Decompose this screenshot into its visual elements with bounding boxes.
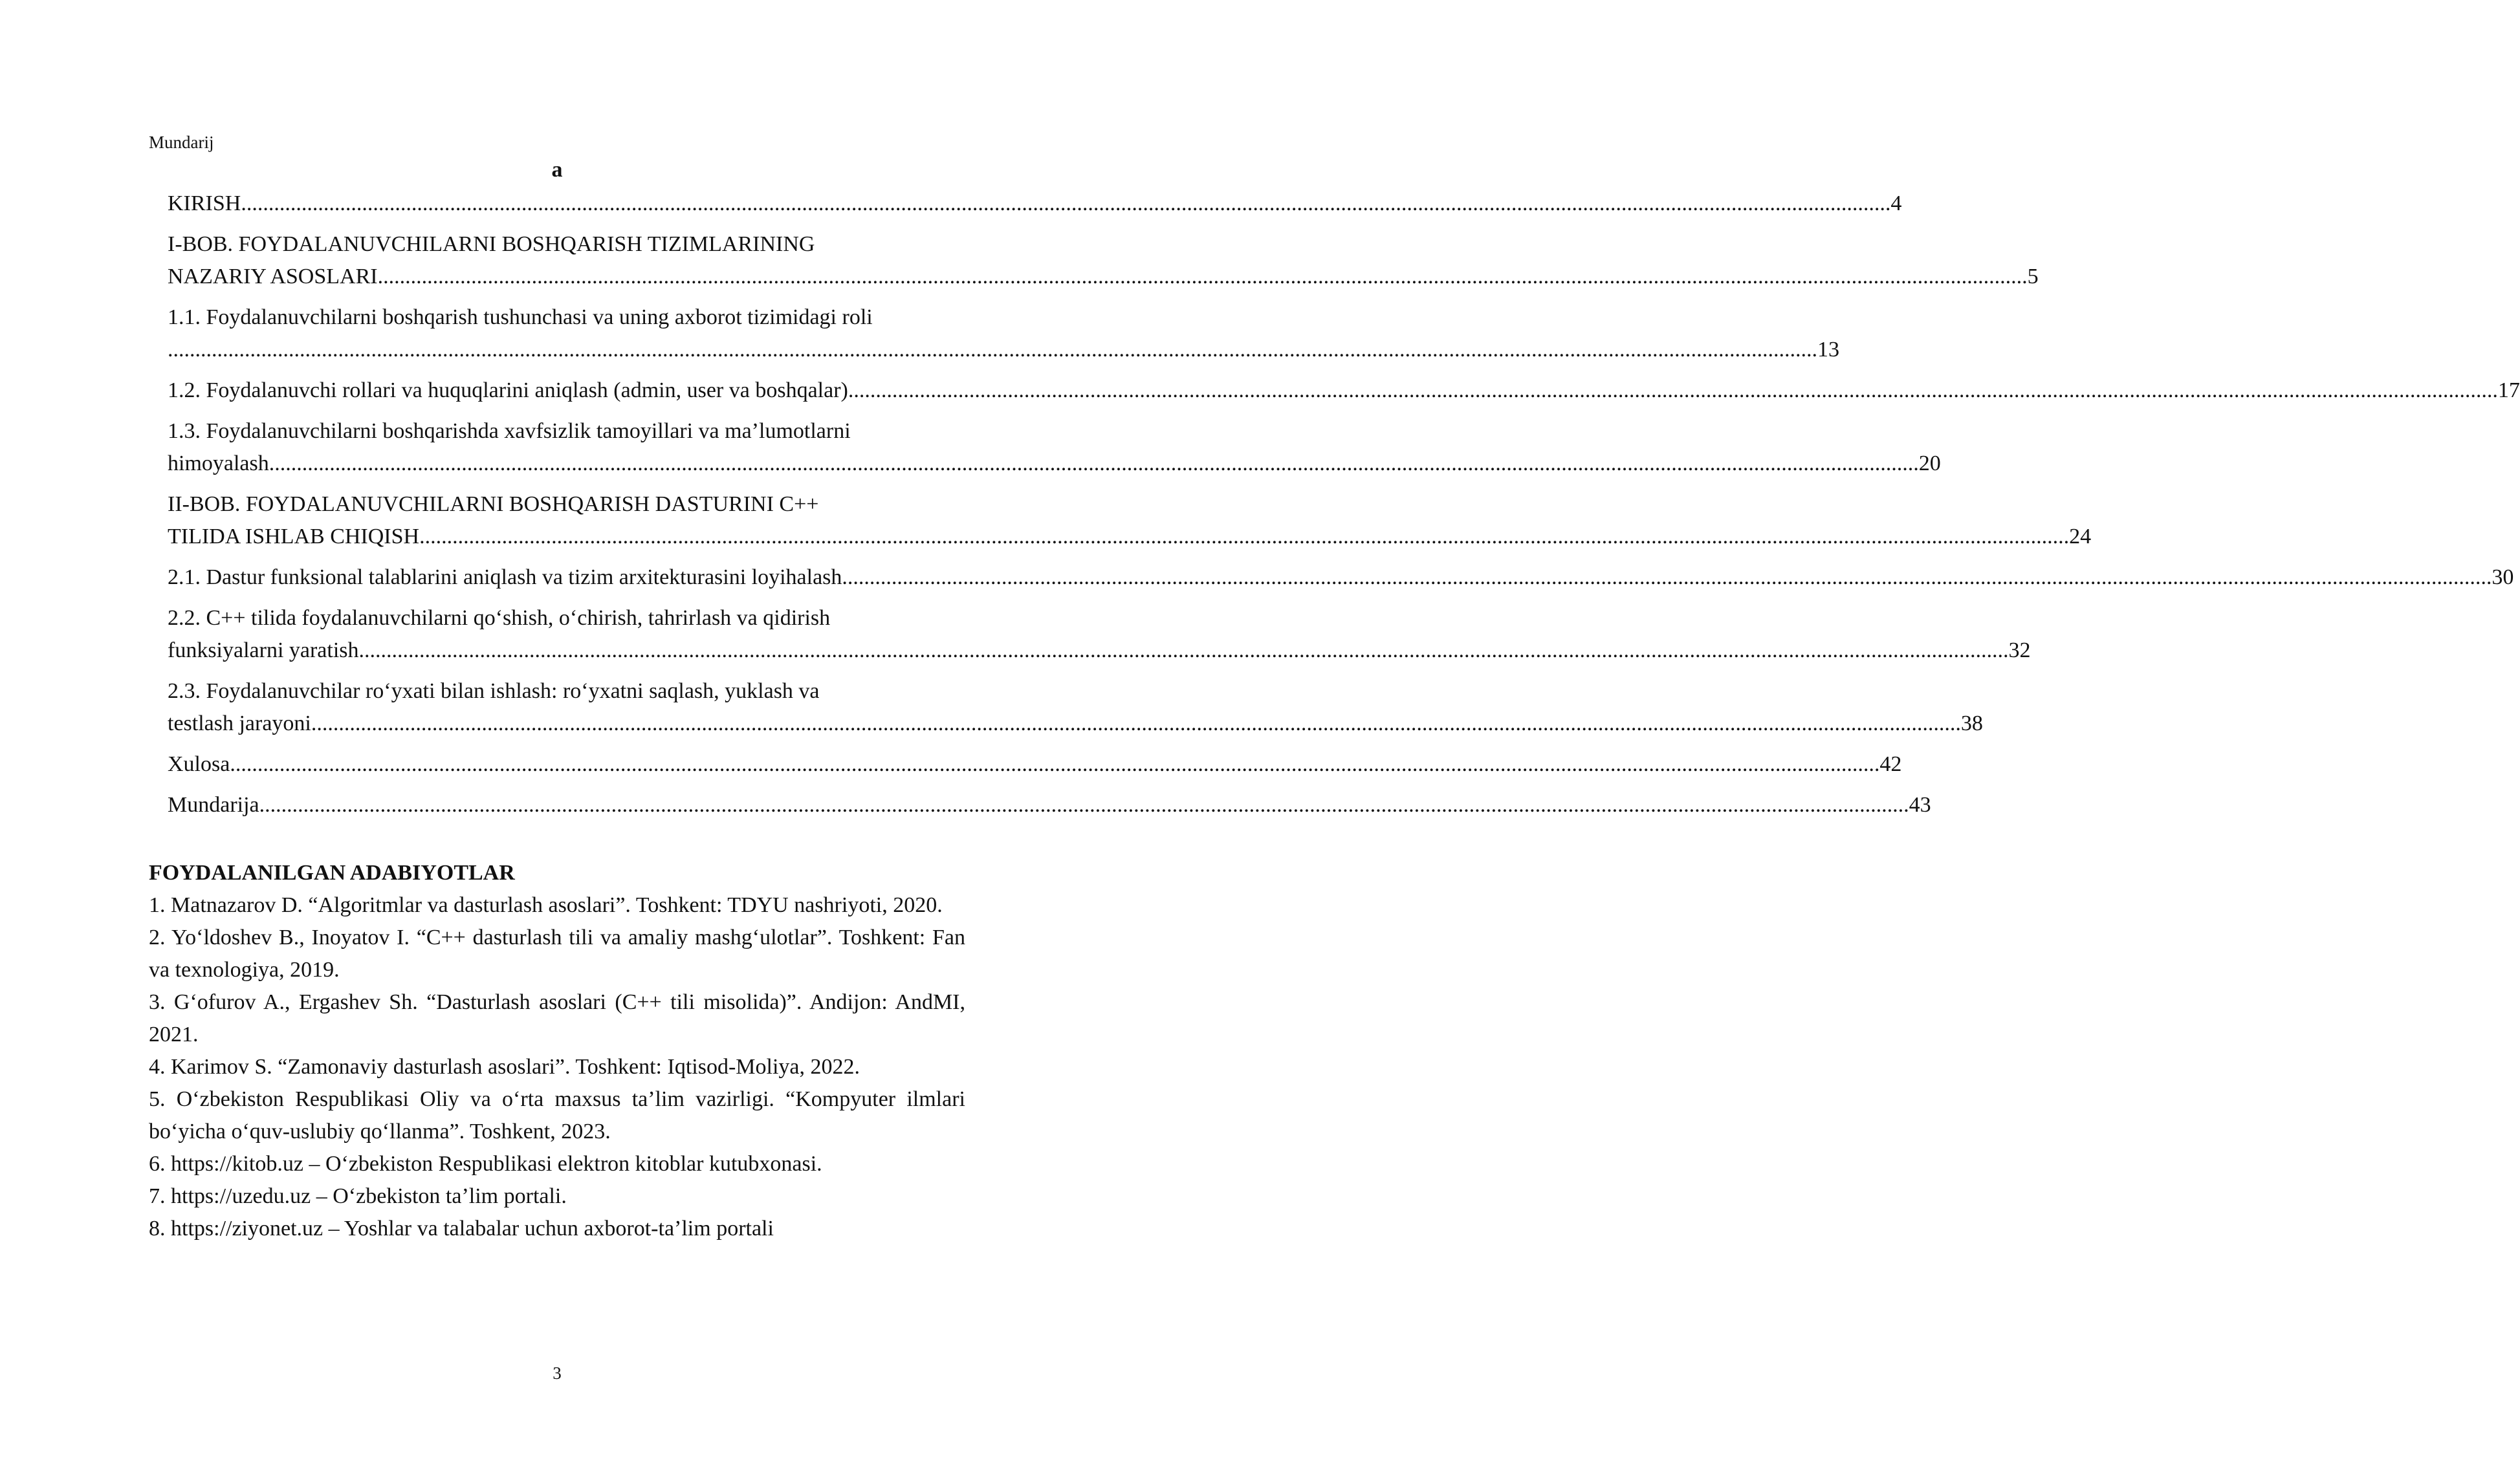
toc-entry-title: 1.2. Foydalanuvchi rollari va huquqlarini aniqlash (admin, user va boshqalar) bbox=[168, 378, 848, 402]
toc-entry[interactable] bbox=[168, 602, 2031, 667]
table-of-contents bbox=[168, 188, 2520, 830]
toc-entry[interactable] bbox=[168, 675, 1983, 740]
toc-entry-title: testlash jarayoni bbox=[168, 711, 311, 735]
toc-entry-line bbox=[168, 334, 1839, 366]
dot-leader: ............................................................................................................................................................................................................................................................................................................ bbox=[848, 378, 2498, 402]
toc-entry-line bbox=[168, 561, 2514, 594]
toc-entry-title-line: 2.2. C++ tilida foydalanuvchilarni qo‘shish, o‘chirish, tahrirlash va qidirish bbox=[168, 606, 831, 630]
toc-entry[interactable] bbox=[168, 374, 2520, 407]
toc-entry-page: 20 bbox=[1918, 451, 1941, 475]
toc-entry-page: 43 bbox=[1909, 793, 1931, 817]
toc-entry-page: 13 bbox=[1817, 338, 1839, 362]
toc-entry-line bbox=[168, 374, 2520, 407]
toc-entry[interactable] bbox=[168, 789, 1931, 821]
toc-entry[interactable] bbox=[168, 228, 2039, 293]
toc-entry-line bbox=[168, 521, 2092, 553]
reference-item: 5. O‘zbekiston Respublikasi Oliy va o‘rta maxsus ta’lim vazirligi. “Kompyuter ilmlari bo‘yicha o‘quv-uslubiy qo‘llanma”. Toshkent, 2023. bbox=[149, 1087, 965, 1143]
toc-entry-page: 17 bbox=[2497, 378, 2520, 402]
dot-leader: ............................................................................................................................................................................................................................................................................................................ bbox=[311, 711, 1961, 735]
dot-leader: ............................................................................................................................................................................................................................................................................................................ bbox=[358, 638, 2009, 662]
toc-entry-page: 4 bbox=[1890, 191, 1902, 215]
toc-entry-title: TILIDA ISHLAB CHIQISH bbox=[168, 525, 420, 548]
toc-entry-line bbox=[168, 789, 1931, 821]
toc-entry-title: 2.1. Dastur funksional talablarini aniqlash va tizim arxitekturasini loyihalash bbox=[168, 565, 842, 589]
dot-leader: ............................................................................................................................................................................................................................................................................................................ bbox=[241, 191, 1891, 215]
toc-entry[interactable] bbox=[168, 561, 2514, 594]
references-list bbox=[149, 889, 965, 1245]
toc-entry-page: 32 bbox=[2008, 638, 2031, 662]
toc-entry[interactable] bbox=[168, 415, 1941, 480]
page-number: 3 bbox=[553, 1363, 562, 1383]
toc-entry-line bbox=[168, 634, 2031, 667]
toc-entry-line bbox=[168, 748, 1902, 781]
toc-entry-title-line: 2.3. Foydalanuvchilar ro‘yxati bilan ishlash: ro‘yxatni saqlash, yuklash va bbox=[168, 679, 820, 703]
toc-entry-title: NAZARIY ASOSLARI bbox=[168, 265, 378, 288]
toc-entry[interactable] bbox=[168, 188, 1902, 220]
toc-entry-line bbox=[168, 261, 2039, 293]
toc-entry-page: 30 bbox=[2492, 565, 2514, 589]
reference-item: 2. Yo‘ldoshev B., Inoyatov I. “C++ dasturlash tili va amaliy mashg‘ulotlar”. Toshkent: Fan va texnologiya, 2019. bbox=[149, 926, 965, 982]
reference-item: 3. G‘ofurov A., Ergashev Sh. “Dasturlash asoslari (C++ tili misolida)”. Andijon: AndMI, 2021. bbox=[149, 990, 965, 1046]
toc-entry[interactable] bbox=[168, 488, 2092, 553]
toc-entry-title: Mundarija bbox=[168, 793, 259, 817]
dot-leader: ............................................................................................................................................................................................................................................................................................................ bbox=[230, 752, 1880, 776]
toc-entry-title-line: II-BOB. FOYDALANUVCHILARNI BOSHQARISH DASTURINI C++ bbox=[168, 492, 819, 516]
toc-entry-title-line: I-BOB. FOYDALANUVCHILARNI BOSHQARISH TIZIMLARINING bbox=[168, 232, 815, 256]
toc-heading-suffix: a bbox=[551, 158, 563, 182]
dot-leader: ............................................................................................................................................................................................................................................................................................................ bbox=[377, 265, 2028, 288]
reference-item: 1. Matnazarov D. “Algoritmlar va dasturlash asoslari”. Toshkent: TDYU nashriyoti, 2020. bbox=[149, 893, 943, 917]
toc-entry-line bbox=[168, 188, 1902, 220]
toc-entry-title: funksiyalarni yaratish bbox=[168, 638, 359, 662]
toc-entry-title: KIRISH bbox=[168, 191, 241, 215]
toc-entry-page: 42 bbox=[1879, 752, 1902, 776]
dot-leader: ............................................................................................................................................................................................................................................................................................................ bbox=[168, 338, 1817, 362]
toc-entry-title-line: 1.1. Foydalanuvchilarni boshqarish tushunchasi va uning axborot tizimidagi roli bbox=[168, 305, 873, 329]
toc-heading: Mundarij bbox=[149, 133, 214, 152]
toc-entry-page: 38 bbox=[1960, 711, 1983, 735]
toc-entry-page: 24 bbox=[2069, 525, 2092, 548]
toc-entry-line bbox=[168, 708, 1983, 740]
reference-item: 4. Karimov S. “Zamonaviy dasturlash asoslari”. Toshkent: Iqtisod-Moliya, 2022. bbox=[149, 1055, 860, 1079]
toc-entry-title: Xulosa bbox=[168, 752, 230, 776]
dot-leader: ............................................................................................................................................................................................................................................................................................................ bbox=[259, 793, 1909, 817]
dot-leader: ............................................................................................................................................................................................................................................................................................................ bbox=[268, 451, 1919, 475]
toc-entry-title-line: 1.3. Foydalanuvchilarni boshqarishda xavfsizlik tamoyillari va ma’lumotlarni bbox=[168, 419, 851, 443]
references-title: FOYDALANILGAN ADABIYOTLAR bbox=[149, 861, 515, 885]
toc-entry[interactable] bbox=[168, 748, 1902, 781]
toc-entry-page: 5 bbox=[2027, 265, 2039, 288]
toc-entry-line bbox=[168, 448, 1941, 480]
toc-entry-title: himoyalash bbox=[168, 451, 269, 475]
dot-leader: ............................................................................................................................................................................................................................................................................................................ bbox=[842, 565, 2492, 589]
references-section bbox=[149, 857, 965, 1245]
toc-entry[interactable] bbox=[168, 301, 1839, 366]
reference-item: 7. https://uzedu.uz – O‘zbekiston ta’lim portali. bbox=[149, 1184, 567, 1208]
reference-item: 6. https://kitob.uz – O‘zbekiston Respublikasi elektron kitoblar kutubxonasi. bbox=[149, 1152, 822, 1176]
reference-item: 8. https://ziyonet.uz – Yoshlar va talabalar uchun axborot-ta’lim portali bbox=[149, 1217, 774, 1241]
dot-leader: ............................................................................................................................................................................................................................................................................................................ bbox=[419, 525, 2070, 548]
